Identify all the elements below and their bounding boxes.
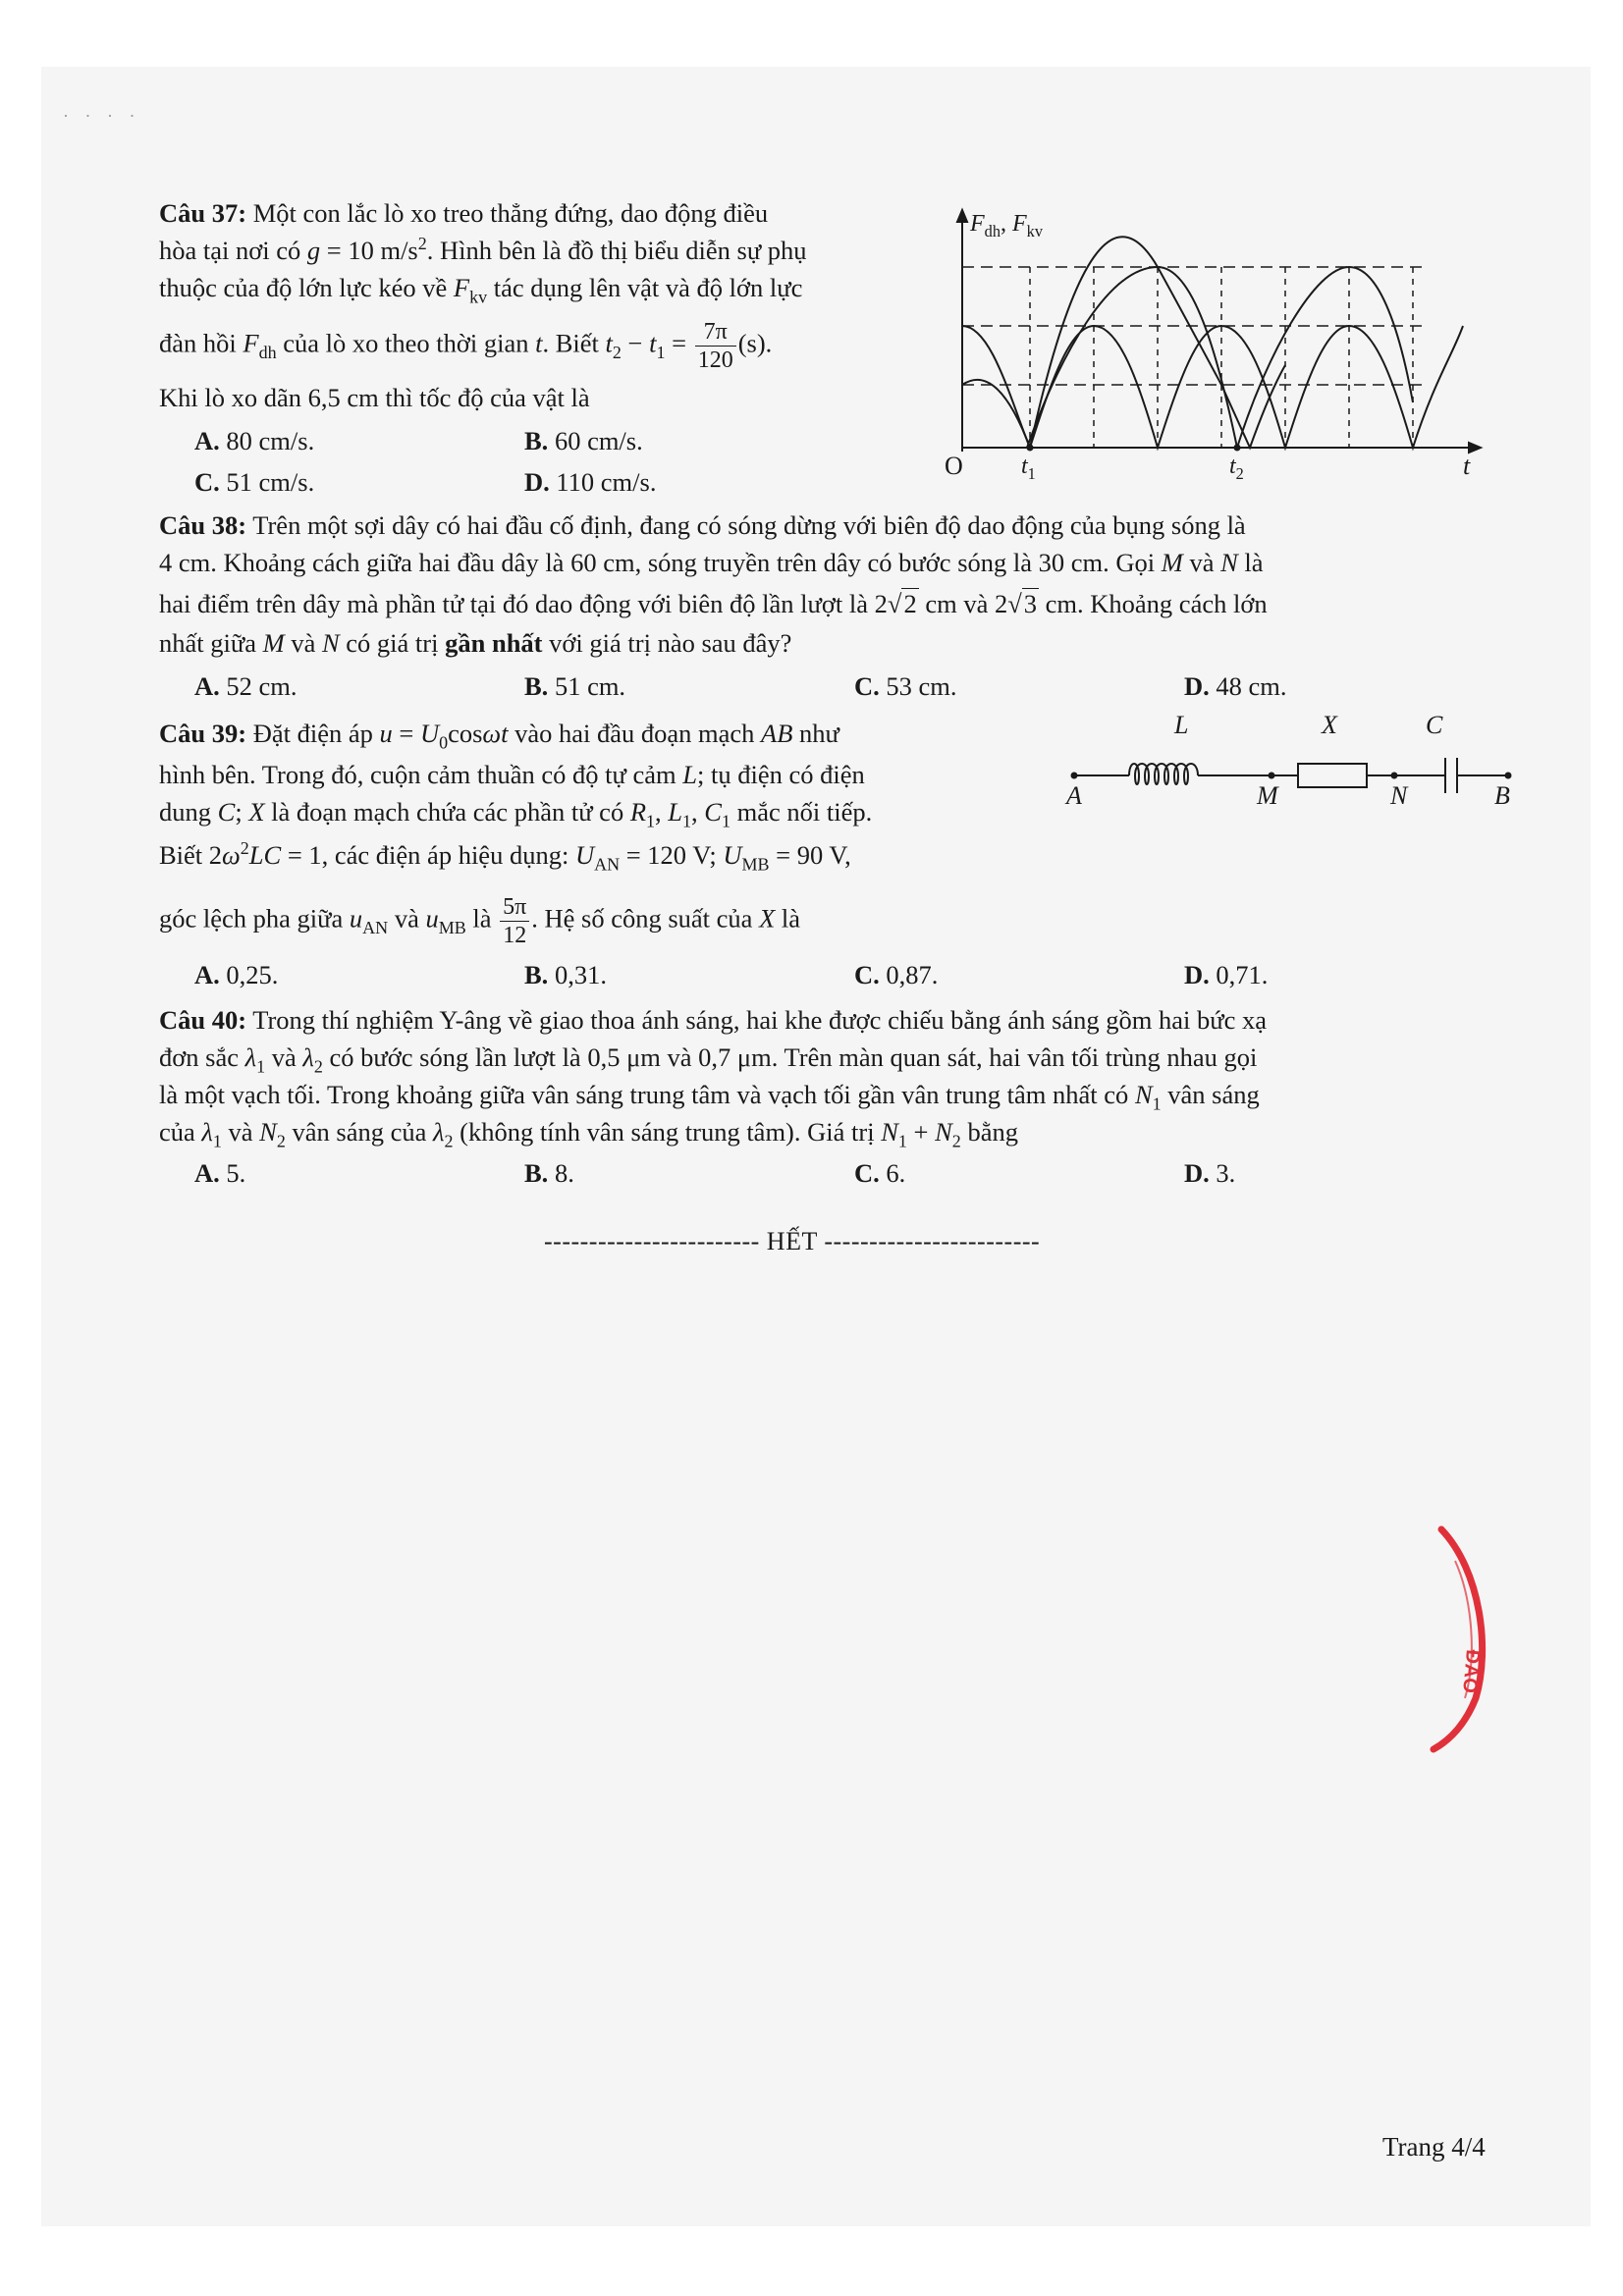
- q39-line3: [159, 793, 872, 830]
- q40-text2c: có bước sóng lần lượt là 0,5 μm và 0,7 μm. Trên màn quan sát, hai vân tối trùng nhau gọi: [322, 1042, 1258, 1072]
- node-m: [1269, 773, 1275, 779]
- q37-text1: Một con lắc lò xo treo thẳng đứng, dao động điều: [246, 198, 769, 228]
- q39-l1-sub: 1: [682, 811, 692, 831]
- option-letter: D.: [1184, 671, 1210, 701]
- red-stamp: [1422, 1522, 1500, 1757]
- q40-lambda2-sub: 2: [313, 1056, 323, 1077]
- q39-comma1: ,: [655, 797, 669, 827]
- q39-text4c: = 120 V;: [620, 840, 724, 870]
- option-text: 52 cm.: [219, 671, 298, 701]
- option-letter: B.: [524, 426, 549, 455]
- q39-eq: =: [392, 719, 420, 748]
- q37-text2b: = 10 m/s: [320, 236, 418, 265]
- q38-line4: [159, 624, 791, 662]
- q38-text3a: hai điểm trên dây mà phần tử tại đó dao động với biên độ lần lượt là: [159, 589, 875, 618]
- q37-line4: [159, 318, 772, 374]
- q38-line3: hai điểm trên dây mà phần tử tại đó dao động với biên độ lần lượt là 2√2 cm và 2√3 cm. Khoảng cách lớn: [159, 589, 1268, 618]
- q39-text3b: ;: [235, 797, 249, 827]
- circuit-label-c: C: [1426, 711, 1443, 739]
- q39-cos: cos: [448, 719, 483, 748]
- q39-omega: ω: [222, 840, 241, 870]
- q39-l1: L: [668, 797, 683, 827]
- circuit-label-l: L: [1174, 711, 1189, 739]
- q38-text4a: nhất giữa: [159, 628, 263, 658]
- option-letter: A.: [194, 960, 220, 989]
- q40-lambda2b: λ: [433, 1117, 445, 1147]
- q39-line5: [159, 893, 800, 949]
- option-text: 5.: [219, 1158, 246, 1188]
- q40-text4c: vân sáng của: [285, 1117, 433, 1147]
- option-text: 60 cm/s.: [548, 426, 643, 455]
- q39-uan: U: [574, 840, 595, 870]
- q39-umb-sub: MB: [741, 854, 770, 875]
- q40-n1-sub: 1: [1152, 1094, 1162, 1114]
- q37-text2a: hòa tại nơi có: [159, 236, 307, 265]
- q39-text3d: mắc nối tiếp.: [730, 797, 873, 827]
- option-letter: D.: [524, 467, 550, 497]
- option-letter: B.: [524, 960, 549, 989]
- q40-text2a: đơn sắc: [159, 1042, 245, 1072]
- q38-m: M: [1161, 548, 1183, 577]
- option-text: 51 cm/s.: [219, 467, 315, 497]
- graph-origin: O: [945, 452, 963, 480]
- t1-point: [1027, 445, 1034, 452]
- q38-amp2-coef: 2: [994, 589, 1008, 618]
- q38-amp2-rad: 3: [1023, 589, 1038, 618]
- q39-option-d[interactable]: [1184, 956, 1268, 993]
- q39-text5d: . Hệ số công suất của: [531, 903, 760, 934]
- q39-uan-lower: u: [349, 903, 363, 934]
- q40-option-a[interactable]: [194, 1154, 245, 1192]
- q37-line3: [159, 269, 802, 306]
- q39-comma2: ,: [691, 797, 705, 827]
- q40-option-b[interactable]: [524, 1154, 574, 1192]
- option-text: 0,87.: [879, 960, 939, 989]
- q40-text3b: vân sáng: [1161, 1080, 1260, 1109]
- q39-text1a: Đặt điện áp: [246, 719, 380, 748]
- q39-x2: X: [759, 903, 776, 934]
- q40-n2b-sub: 2: [951, 1131, 961, 1151]
- q39-text3a: dung: [159, 797, 218, 827]
- page-number: Trang 4/4: [1382, 2132, 1486, 2162]
- t2-sub: 2: [1235, 463, 1244, 483]
- q39-c: C: [217, 797, 236, 827]
- q40-text3a: là một vạch tối. Trong khoảng giữa vân sáng trung tâm và vạch tối gần vân trung tâm nhất có: [159, 1080, 1135, 1109]
- option-text: 0,31.: [548, 960, 607, 989]
- q40-n1b-sub: 1: [897, 1131, 907, 1151]
- element-x-box: [1298, 764, 1367, 787]
- node-a: [1071, 773, 1078, 779]
- option-letter: B.: [524, 671, 549, 701]
- q39-line1: [159, 715, 839, 752]
- q40-option-c[interactable]: [854, 1154, 905, 1192]
- q39-uan-lower-sub: AN: [362, 917, 389, 937]
- q39-u0: U: [419, 719, 440, 748]
- q39-text1c: như: [792, 719, 839, 748]
- q39-option-b[interactable]: [524, 956, 607, 993]
- q38-text2a: 4 cm. Khoảng cách giữa hai đầu dây là 60 cm, sóng truyền trên dây có bước sóng là 30 cm. Gọi: [159, 548, 1162, 577]
- q37-t1-sub: 1: [656, 342, 666, 362]
- q38-text2b: và: [1182, 548, 1221, 577]
- graph-t2-label: [1229, 454, 1244, 483]
- q40-plus: +: [906, 1117, 936, 1147]
- fkv-curve: [962, 326, 1463, 448]
- option-letter: A.: [194, 671, 220, 701]
- q40-text4e: bằng: [960, 1117, 1018, 1147]
- q37-text4c: . Biết: [542, 328, 606, 358]
- option-text: 3.: [1209, 1158, 1236, 1188]
- option-letter: D.: [1184, 960, 1210, 989]
- option-letter: A.: [194, 1158, 220, 1188]
- q37-label: Câu 37:: [159, 198, 247, 228]
- option-text: 8.: [548, 1158, 574, 1188]
- q38-option-d[interactable]: [1184, 667, 1287, 705]
- y-label-fdh: F: [970, 211, 985, 237]
- q38-text4c: có giá trị: [339, 628, 446, 658]
- q39-r1-sub: 1: [646, 811, 656, 831]
- option-text: 53 cm.: [879, 671, 957, 701]
- q40-line2: [159, 1039, 1257, 1076]
- q37-t2-sub: 2: [612, 342, 622, 362]
- q39-text5e: là: [775, 903, 800, 934]
- q39-text3c: là đoạn mạch chứa các phần tử có: [264, 797, 630, 827]
- q40-text1: Trong thí nghiệm Y-âng về giao thoa ánh sáng, hai khe được chiếu bằng ánh sáng gồm hai bức xạ: [246, 1005, 1268, 1035]
- q40-line1: [159, 1001, 1267, 1039]
- circuit-label-b: B: [1494, 781, 1510, 810]
- q38-n2: N: [321, 628, 340, 658]
- q38-text2c: là: [1237, 548, 1264, 577]
- q39-text1b: vào hai đầu đoạn mạch: [508, 719, 762, 748]
- q38-amp1-coef: 2: [874, 589, 888, 618]
- q40-lambda1: λ: [244, 1042, 257, 1072]
- q37-option-d[interactable]: [524, 463, 656, 501]
- end-marker: ------------------------ HẾT ------------------------: [544, 1227, 1041, 1255]
- q37-fraction: [695, 318, 736, 374]
- q37-t2: t: [605, 328, 613, 358]
- q40-lambda1b: λ: [201, 1117, 213, 1147]
- q38-text4b: và: [284, 628, 322, 658]
- graph-t1-label: [1021, 454, 1036, 483]
- q40-text4b: và: [221, 1117, 260, 1147]
- q37-text3b: tác dụng lên vật và độ lớn lực: [487, 273, 803, 302]
- option-letter: A.: [194, 426, 220, 455]
- q39-umb-lower-sub: MB: [438, 917, 466, 937]
- circuit-label-n: N: [1390, 781, 1408, 810]
- q38-text3c: cm. Khoảng cách lớn: [1039, 589, 1268, 618]
- q40-lambda2: λ: [302, 1042, 314, 1072]
- q39-text2a: hình bên. Trong đó, cuộn cảm thuần có độ tự cảm: [159, 760, 683, 789]
- graph-y-label: [970, 211, 1043, 238]
- q37-line1: [159, 194, 768, 232]
- q38-label: Câu 38:: [159, 510, 247, 540]
- q39-sup2: 2: [240, 838, 249, 859]
- t2-text: t: [1229, 454, 1236, 479]
- q38-text3b: cm và: [918, 589, 995, 618]
- q39-text5b: và: [388, 903, 426, 934]
- fdh-curve: [962, 237, 1285, 448]
- fdh-curve-right: [1237, 267, 1413, 448]
- q39-u: u: [379, 719, 393, 748]
- q40-option-d[interactable]: [1184, 1154, 1235, 1192]
- q39-text5c: là: [465, 903, 499, 934]
- q39-r1: R: [629, 797, 647, 827]
- y-label-fkv-sub: kv: [1026, 221, 1043, 240]
- option-text: 48 cm.: [1209, 671, 1287, 701]
- q37-line2: [159, 232, 807, 269]
- q40-n2-sub: 2: [276, 1131, 286, 1151]
- q37-fdh-sub: dh: [258, 342, 277, 362]
- q37-text4a: đàn hồi: [159, 328, 243, 358]
- q37-g: g: [306, 236, 321, 265]
- q37-fdh: F: [243, 328, 259, 358]
- inductor-coil: [1129, 764, 1198, 784]
- q39-circuit-diagram: [1060, 746, 1522, 825]
- q39-option-c[interactable]: [854, 956, 938, 993]
- q39-c1-sub: 1: [721, 811, 730, 831]
- q38-amp1-rad: 2: [903, 589, 917, 618]
- q40-lambda1-sub: 1: [256, 1056, 266, 1077]
- circuit-label-a: A: [1066, 781, 1082, 810]
- q39-text4a: Biết 2: [159, 840, 223, 870]
- q39-omega-t: ωt: [482, 719, 509, 748]
- option-text: 110 cm/s.: [549, 467, 657, 497]
- q38-n: N: [1220, 548, 1238, 577]
- q40-lambda2b-sub: 2: [444, 1131, 454, 1151]
- node-b: [1505, 773, 1512, 779]
- q37-frac-num: 7π: [695, 318, 736, 347]
- q40-lambda1b-sub: 1: [212, 1131, 222, 1151]
- q38-m2: M: [262, 628, 285, 658]
- q39-text2b: ; tụ điện có điện: [697, 760, 865, 789]
- q40-n1b: N: [881, 1117, 898, 1147]
- q37-text3a: thuộc của độ lớn lực kéo về: [159, 273, 454, 302]
- t1-sub: 1: [1027, 463, 1036, 483]
- q39-uan-sub: AN: [594, 854, 621, 875]
- option-letter: D.: [1184, 1158, 1210, 1188]
- q39-line4: [159, 836, 851, 874]
- option-text: 51 cm.: [548, 671, 626, 701]
- q37-fkv: F: [453, 273, 470, 302]
- q39-text4b: = 1, các điện áp hiệu dụng:: [281, 840, 575, 870]
- circuit-label-x: X: [1322, 711, 1337, 739]
- option-text: 0,71.: [1209, 960, 1269, 989]
- option-text: 80 cm/s.: [219, 426, 315, 455]
- q39-umb: U: [723, 840, 742, 870]
- graph-y-arrow: [957, 210, 967, 222]
- graph-t-axis-label: t: [1463, 452, 1471, 480]
- q38-option-c[interactable]: [854, 667, 957, 705]
- q40-line4: [159, 1113, 1018, 1150]
- q39-text5a: góc lệch pha giữa: [159, 903, 350, 934]
- t2-point: [1234, 445, 1241, 452]
- q39-umb-lower: u: [425, 903, 439, 934]
- q40-line3: [159, 1076, 1260, 1113]
- q38-bold: gần nhất: [445, 628, 543, 658]
- y-label-fdh-sub: dh: [984, 221, 1001, 240]
- option-text: 6.: [879, 1158, 906, 1188]
- q38-option-a[interactable]: [194, 667, 298, 705]
- q40-n2: N: [259, 1117, 277, 1147]
- node-n: [1391, 773, 1398, 779]
- q38-line2: [159, 544, 1264, 581]
- q37-option-b[interactable]: [524, 422, 643, 459]
- q37-line5: Khi lò xo dãn 6,5 cm thì tốc độ của vật là: [159, 383, 590, 412]
- q40-text4a: của: [159, 1117, 202, 1147]
- q37-unit: (s).: [737, 328, 773, 358]
- q40-n1: N: [1134, 1080, 1153, 1109]
- q39-line2: [159, 756, 865, 793]
- q40-label: Câu 40:: [159, 1005, 247, 1035]
- q37-fkv-sub: kv: [469, 287, 488, 307]
- q39-u0-sub: 0: [439, 732, 449, 753]
- q39-lc: LC: [248, 840, 282, 870]
- t1-text: t: [1021, 454, 1028, 479]
- circuit-label-m: M: [1257, 781, 1278, 810]
- q39-frac-den: 12: [503, 923, 527, 948]
- q37-text4b: của lò xo theo thời gian: [276, 328, 536, 358]
- q38-text1: Trên một sợi dây có hai đầu cố định, đang có sóng dừng với biên độ dao động của bụng sóng là: [246, 510, 1246, 540]
- q37-equals: =: [665, 328, 693, 358]
- scan-dots: · · · ·: [63, 106, 141, 126]
- option-letter: C.: [194, 467, 220, 497]
- q40-n2b: N: [935, 1117, 952, 1147]
- q38-option-b[interactable]: [524, 667, 625, 705]
- option-text: 0,25.: [219, 960, 279, 989]
- q39-c1: C: [704, 797, 722, 827]
- q39-l: L: [682, 760, 697, 789]
- q39-x: X: [248, 797, 265, 827]
- q39-frac-num: 5π: [500, 893, 529, 922]
- q38-line1: [159, 507, 1246, 544]
- q39-fraction: [500, 893, 529, 949]
- option-letter: C.: [854, 960, 880, 989]
- q39-label: Câu 39:: [159, 719, 247, 748]
- q37-option-a[interactable]: [194, 422, 314, 459]
- q37-frac-den: 120: [697, 347, 733, 373]
- q37-t: t: [535, 328, 543, 358]
- q37-text2c: . Hình bên là đồ thị biểu diễn sự phụ: [426, 236, 807, 265]
- option-letter: B.: [524, 1158, 549, 1188]
- q40-text4d: (không tính vân sáng trung tâm). Giá trị: [453, 1117, 882, 1147]
- graph-x-arrow: [1469, 443, 1481, 453]
- q37-option-c[interactable]: [194, 463, 314, 501]
- option-letter: C.: [854, 1158, 880, 1188]
- q39-text4d: = 90 V,: [769, 840, 851, 870]
- y-label-fkv: F: [1011, 211, 1027, 237]
- q37-t1: t: [649, 328, 657, 358]
- q37-force-graph: [943, 206, 1492, 491]
- q39-option-a[interactable]: [194, 956, 278, 993]
- y-label-sep: ,: [1000, 211, 1012, 237]
- q40-text2b: và: [265, 1042, 303, 1072]
- graph-vertical-guides: [1030, 267, 1413, 448]
- q38-text4d: với giá trị nào sau đây?: [542, 628, 792, 658]
- q39-ab: AB: [761, 719, 793, 748]
- stamp-lettering: ĐÀO: [1458, 1648, 1484, 1694]
- q37-sup: 2: [417, 234, 427, 254]
- option-letter: C.: [854, 671, 880, 701]
- q37-minus: −: [621, 328, 650, 358]
